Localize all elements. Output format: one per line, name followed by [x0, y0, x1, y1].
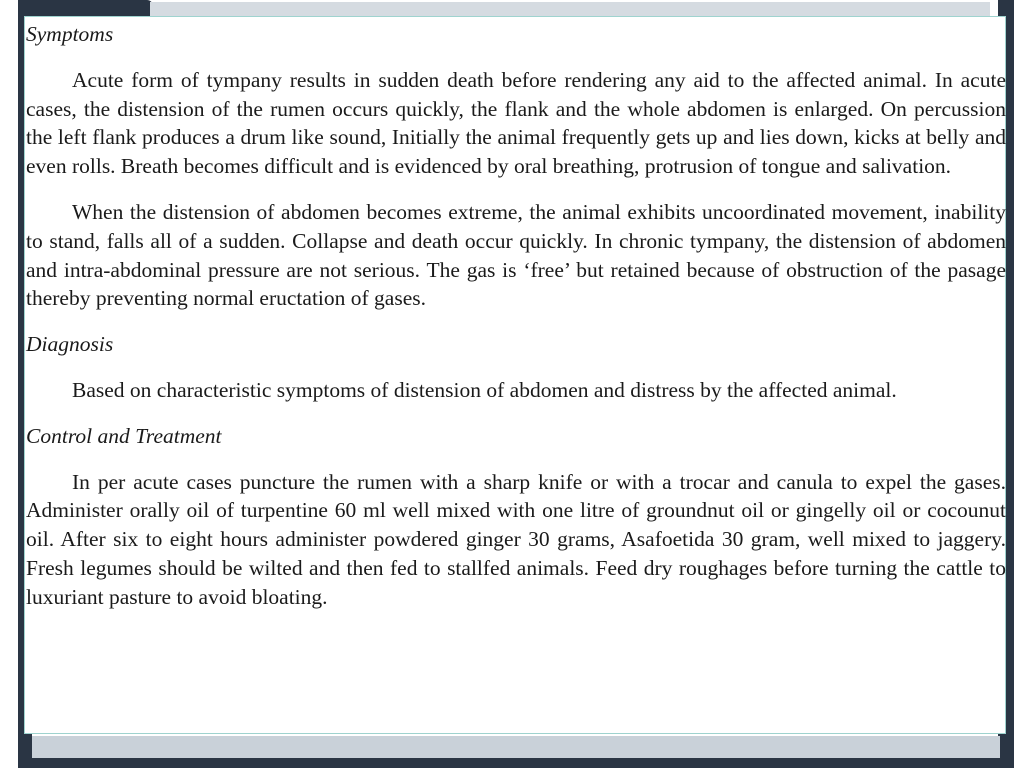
section-diagnosis [26, 330, 1006, 405]
paragraph: Based on characteristic symptoms of distension of abdomen and distress by the affected animal. [72, 377, 897, 402]
paragraph: Acute form of tympany results in sudden death before rendering any aid to the affected animal. In acute cases, the distension of the rumen occurs quickly, the flank and the whole abdomen is enlarged. On percussion the left flank produces a drum like sound, Initially the animal frequently gets up and lies down, kicks at belly and even rolls. Breath becomes difficult and is evidenced by oral breathing, protrusion of tongue and salivation. [26, 67, 1006, 179]
paragraph: When the distension of abdomen becomes extreme, the animal exhibits uncoordinated movement, inability to stand, falls all of a sudden. Collapse and death occur quickly. In chronic tympany, the distension of abdomen and intra-abdominal pressure are not serious. The gas is ‘free’ but retained because of obstruction of the pasage thereby preventing normal eructation of gases. [26, 199, 1006, 311]
section-heading: Diagnosis [26, 332, 114, 357]
section-symptoms [26, 20, 1006, 313]
section-heading: Symptoms [26, 22, 114, 46]
paragraph: In per acute cases puncture the rumen with a sharp knife or with a trocar and canula to expel the gases. Administer orally oil of turpentine 60 ml well mixed with one litre of groundnut oil or gingelly oil or cocounut oil. After six to eight hours administer powdered ginger 30 grams, Asafoetida 30 gram, well mixed to jaggery. Fresh legumes should be wilted and then fed to stallfed animals. Feed dry roughages before turning the cattle to luxuriant pasture to avoid bloating. [26, 469, 1006, 609]
section-control-treatment [26, 422, 1006, 612]
section-heading: Control and Treatment [26, 423, 222, 448]
slide-frame-bottom-inner [32, 736, 1000, 758]
slide-margin-right [1014, 0, 1024, 768]
slide-frame-top [150, 2, 990, 16]
slide-text-body [26, 20, 1006, 629]
